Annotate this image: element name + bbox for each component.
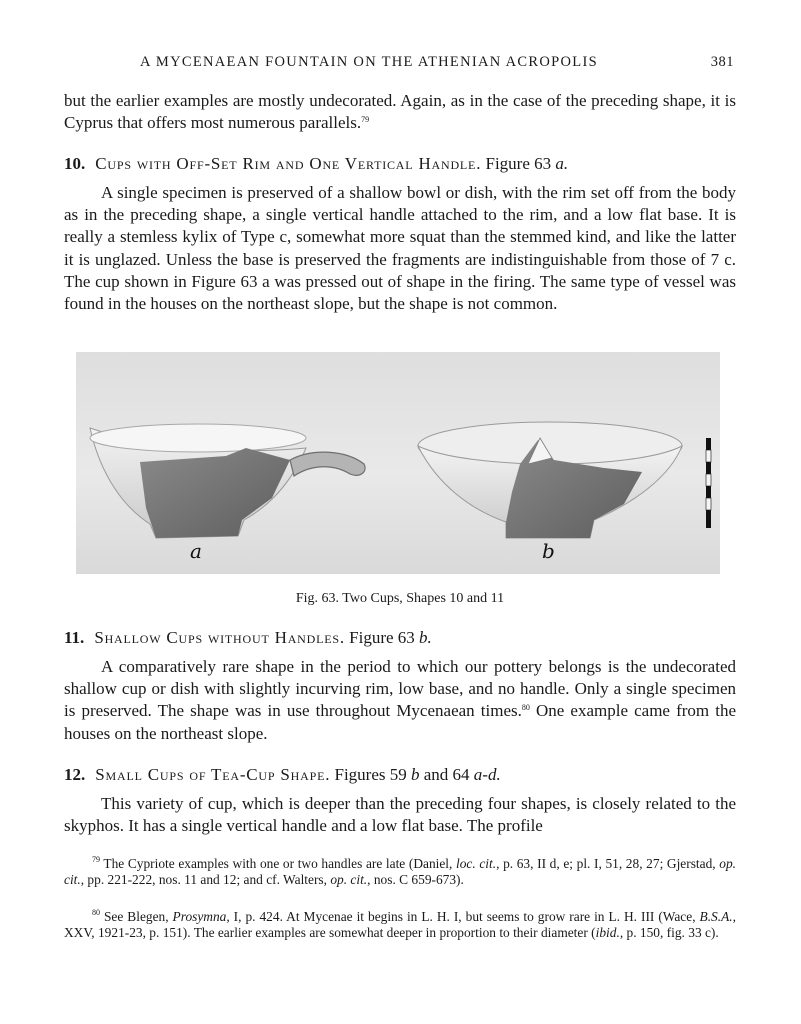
footnote-80 [64,909,736,942]
footnote-80-text-4: , p. 150, fig. 33 c). [619,925,719,941]
figure-label-a: a [190,539,202,563]
section-12-figure-ref: Figures 59 [334,765,407,784]
section-12-figure-letter-2: a-d. [473,765,501,784]
footnote-79-italic-1: loc. cit. [456,856,497,871]
section-11-body [64,656,736,745]
section-12-body: This variety of cup, which is deeper than the preceding four shapes, is closely related to the skyphos. It has a single vertical handle and a low flat base. The profile [64,794,736,836]
footnote-80-number: 80 [92,908,100,917]
intro-text: but the earlier examples are mostly undecorated. Again, as in the case of the preceding shape, it is Cyprus that offers most numerous parallels. [64,91,736,133]
section-12-heading [64,764,736,786]
section-12-title: Small Cups of Tea-Cup Shape. [95,765,331,784]
footnote-80-italic-2: B.S.A. [699,909,733,924]
figure-caption: Fig. 63. Two Cups, Shapes 10 and 11 [295,591,505,606]
footnote-80-text-1: See Blegen, [100,909,173,924]
figure-label-b: b [542,539,555,563]
section-11-heading [64,627,736,649]
section-11-title: Shallow Cups without Handles. [94,628,345,647]
footnote-79-italic-3: op. cit. [330,872,368,888]
running-title: A MYCENAEAN FOUNTAIN ON THE ATHENIAN ACROPOLIS [140,54,598,70]
scale-bar [706,438,711,528]
section-10-title: Cups with Off-Set Rim and One Vertical Handle. [95,154,482,173]
footnote-79-text-4: , nos. C 659-673). [367,872,464,888]
section-11-text-end: One example came from the houses on the northeast slope. [64,701,736,743]
intro-paragraph [64,90,736,134]
section-10-number: 10. [64,154,86,173]
section-11-text: A comparatively rare shape in the period to which our pottery belongs is the undecorated shallow cup or dish with slightly incurving rim, low base, and no handle. Only a single specimen is preserved. The shape was in use throughout Mycenaean times. [64,657,736,721]
footnote-79-text-1: The Cypriote examples with one or two handles are late (Daniel, [100,856,457,871]
section-12-number: 12. [64,765,86,784]
section-10-heading [64,153,736,175]
section-11-figure-ref: Figure 63 [349,628,415,647]
footnote-79 [64,856,736,889]
footnote-79-text-2: , p. 63, II d, e; pl. I, 51, 28, 27; Gjerstad, [496,856,720,871]
footnote-80-italic-1: Prosymna [172,909,227,924]
section-10-body: A single specimen is preserved of a shallow bowl or dish, with the rim set off from the body as in the preceding shape, a single vertical handle attached to the rim, and a low flat base. It is really a stemless kylix of Type c, somewhat more squat than the stemmed kind, and like the latter it is unglazed. Unless the base is preserved the fragments are indistinguishable from those of 7 c. The cup shown in Figure 63 a was pressed out of shape in the firing. The same type of vessel was found in the houses on the northeast slope, but the shape is not common. [64,183,736,314]
page-number: 381 [710,54,734,70]
footnote-79-text-3: , pp. 221-222, nos. 11 and 12; and cf. Walters, [80,872,331,888]
figure-63-photo [76,352,720,574]
footnote-79-number: 79 [92,855,100,864]
section-11-figure-letter: b. [419,628,432,647]
footnote-ref-80[interactable]: 80 [521,703,530,713]
footnote-80-text-2: , I, p. 424. At Mycenae it begins in L. H. I, but seems to grow rare in L. H. III (Wace, [226,909,700,924]
footnote-ref-79[interactable]: 79 [361,115,370,125]
cups-photograph [76,352,720,574]
section-12-figure-and: and 64 [419,765,474,784]
section-11-number: 11. [64,628,85,647]
section-10-figure-letter: a. [555,154,569,173]
footnote-79-italic-2: op. cit. [64,856,737,888]
footnote-80-italic-3: ibid. [595,925,620,941]
section-12-figure-letter-1: b [411,765,420,784]
section-10-figure-ref: Figure 63 [485,154,552,173]
footnote-80-text-3: , XXV, 1921-23, p. 151). The earlier examples are somewhat deeper in proportion to their diameter ( [64,909,736,941]
